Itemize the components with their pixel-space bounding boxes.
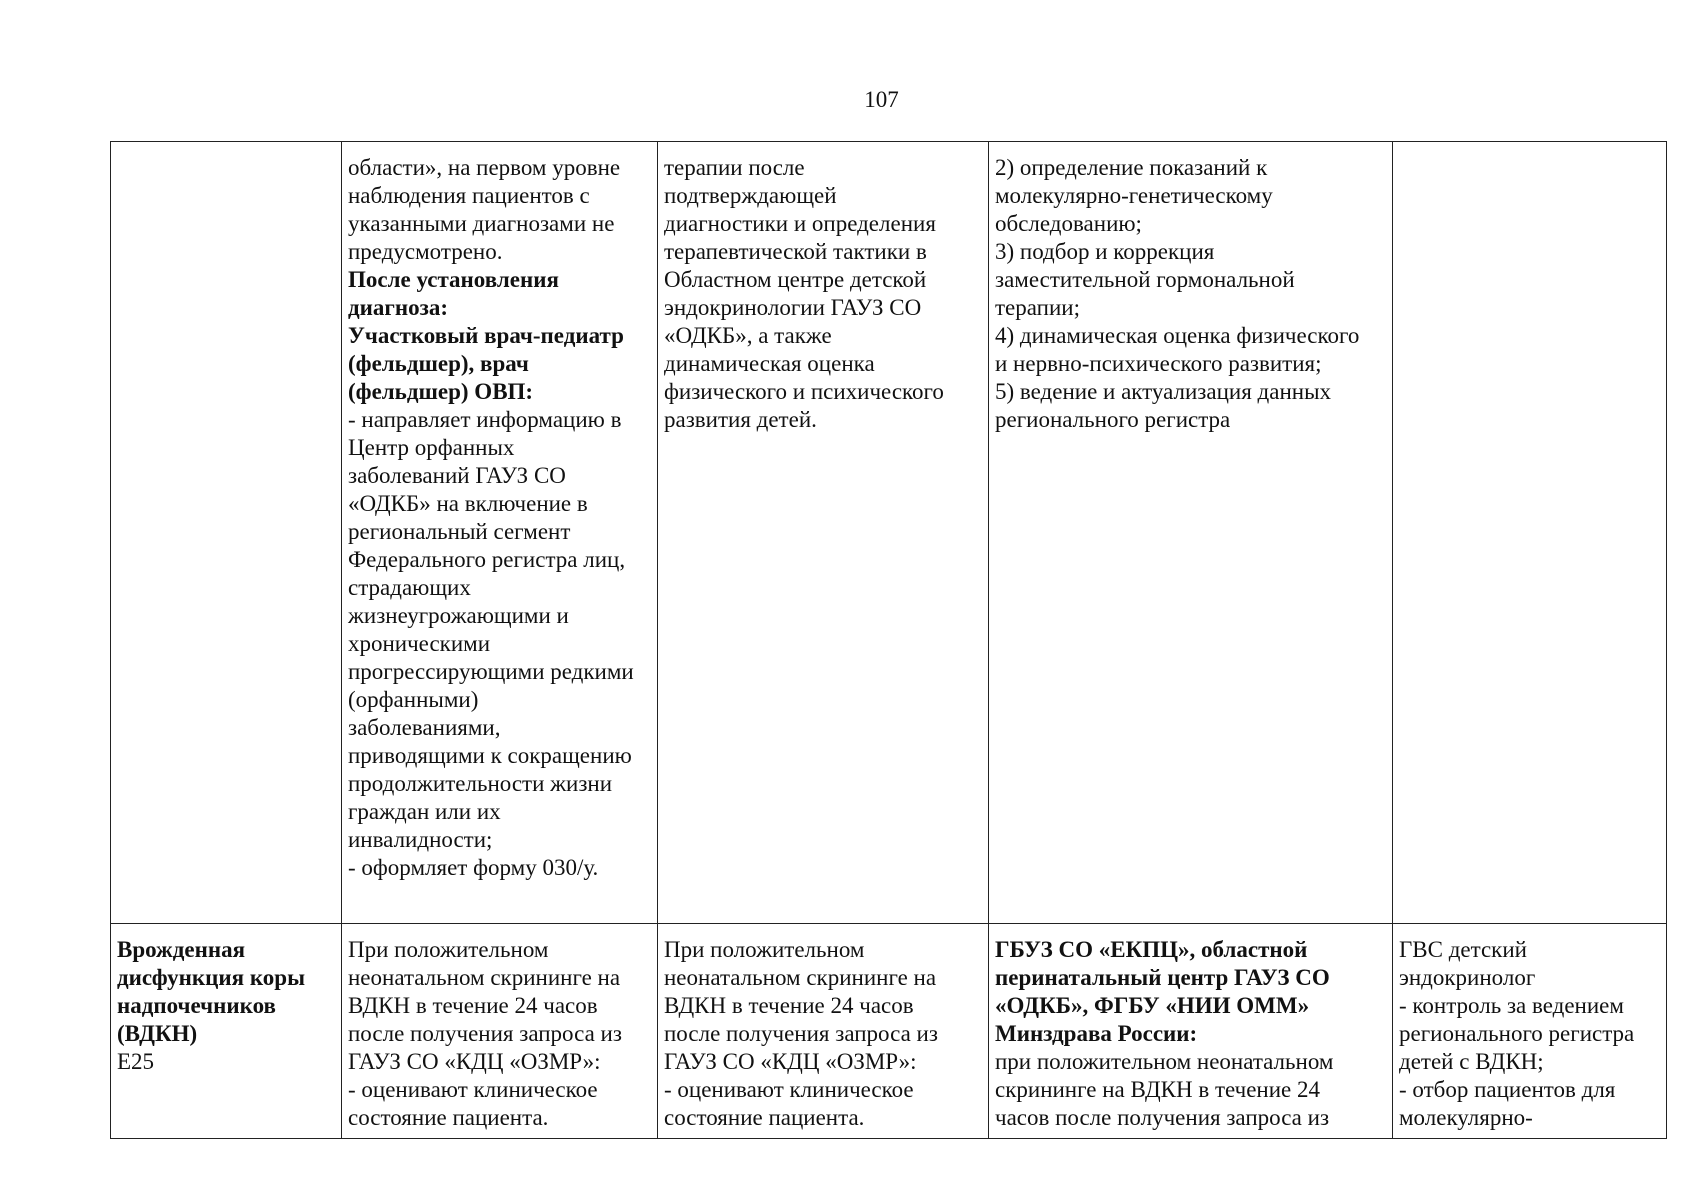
cell-text-line: «ОДКБ», а также xyxy=(664,323,832,348)
table-cell xyxy=(342,142,658,924)
cell-text-line: состояние пациента. xyxy=(348,1105,549,1130)
cell-text-line: заместительной гормональной xyxy=(995,267,1295,292)
cell-text-line: молекулярно- xyxy=(1399,1105,1533,1130)
cell-text-line: регионального регистра xyxy=(995,407,1231,432)
cell-text-line: Участковый врач-педиатр xyxy=(348,323,624,348)
page-number: 107 xyxy=(864,87,899,112)
cell-text-line: обследованию; xyxy=(995,211,1142,236)
cell-text-line: инвалидности; xyxy=(348,827,493,852)
table-cell xyxy=(658,142,989,924)
cell-text-line: - оформляет форму 030/у. xyxy=(348,855,599,880)
cell-text-line: ВДКН в течение 24 часов xyxy=(664,993,914,1018)
cell-text-line: физического и психического xyxy=(664,379,944,404)
cell-text-line: 4) динамическая оценка физического xyxy=(995,323,1360,348)
cell-text-line: E25 xyxy=(117,1049,155,1074)
cell-text-line: - оценивают клиническое xyxy=(664,1077,914,1102)
cell-text-line: после получения запроса из xyxy=(664,1021,938,1046)
cell-text-line: - направляет информацию в xyxy=(348,407,622,432)
cell-text-line: надпочечников xyxy=(117,993,276,1018)
cell-text-line: молекулярно-генетическому xyxy=(995,183,1273,208)
cell-text-line: области», на первом уровне xyxy=(348,155,621,180)
table-cell xyxy=(658,924,989,1139)
cell-text-line: неонатальном скрининге на xyxy=(664,965,937,990)
cell-text-line: Федерального регистра лиц, xyxy=(348,547,626,572)
table-cell xyxy=(111,142,342,924)
cell-text-line: Врожденная xyxy=(117,937,246,962)
cell-text-line: - отбор пациентов для xyxy=(1399,1077,1616,1102)
cell-text-line: подтверждающей xyxy=(664,183,837,208)
cell-text-line: (фельдшер), врач xyxy=(348,351,529,376)
table-row xyxy=(111,924,1667,1139)
cell-text-line: продолжительности жизни xyxy=(348,771,613,796)
cell-text-line: «ОДКБ» на включение в xyxy=(348,491,588,516)
cell-text-line: заболеваний ГАУЗ СО xyxy=(348,463,566,488)
cell-text-line: после получения запроса из xyxy=(348,1021,622,1046)
cell-text-line: ГВС детский xyxy=(1399,937,1527,962)
cell-text-line: дисфункция коры xyxy=(117,965,306,990)
cell-text-line: указанными диагнозами не xyxy=(348,211,615,236)
cell-text-line: терапевтической тактики в xyxy=(664,239,927,264)
table-cell xyxy=(989,142,1393,924)
cell-text-line: эндокринолог xyxy=(1399,965,1536,990)
cell-text-line: Областном центре детской xyxy=(664,267,927,292)
cell-text-line: 2) определение показаний к xyxy=(995,155,1268,180)
cell-text-line: диагностики и определения xyxy=(664,211,936,236)
cell-text-line: диагноза: xyxy=(348,295,448,320)
table-cell xyxy=(1393,142,1667,924)
cell-text-line: «ОДКБ», ФГБУ «НИИ ОММ» xyxy=(995,993,1310,1018)
cell-text-line: динамическая оценка xyxy=(664,351,875,376)
cell-text-line: При положительном xyxy=(348,937,549,962)
cell-text-line: 3) подбор и коррекция xyxy=(995,239,1215,264)
cell-text-line: развития детей. xyxy=(664,407,817,432)
cell-text-line: Минздрава России: xyxy=(995,1021,1198,1046)
cell-text-line: (фельдшер) ОВП: xyxy=(348,379,534,404)
cell-text-line: регионального регистра xyxy=(1399,1021,1635,1046)
cell-text-line: - оценивают клиническое xyxy=(348,1077,598,1102)
cell-text-line: граждан или их xyxy=(348,799,501,824)
cell-text-line: После установления xyxy=(348,267,559,292)
table-cell xyxy=(1393,924,1667,1139)
cell-text-line: (ВДКН) xyxy=(117,1021,198,1046)
cell-text-line: ВДКН в течение 24 часов xyxy=(348,993,598,1018)
cell-text-line: терапии после xyxy=(664,155,805,180)
cell-text-line: при положительном неонатальном xyxy=(995,1049,1334,1074)
table-cell xyxy=(989,924,1393,1139)
table-cell xyxy=(111,924,342,1139)
cell-text-line: Центр орфанных xyxy=(348,435,515,460)
cell-text-line: прогрессирующими редкими xyxy=(348,659,634,684)
cell-text-line: приводящими к сокращению xyxy=(348,743,632,768)
cell-text-line: часов после получения запроса из xyxy=(995,1105,1330,1130)
cell-text-line: скрининге на ВДКН в течение 24 xyxy=(995,1077,1320,1102)
cell-text-line: региональный сегмент xyxy=(348,519,571,544)
document-table xyxy=(110,141,1667,1139)
cell-text-line: неонатальном скрининге на xyxy=(348,965,621,990)
cell-text-line: (орфанными) xyxy=(348,687,479,712)
cell-text-line: ГАУЗ СО «КДЦ «ОЗМР»: xyxy=(664,1049,917,1074)
cell-text-line: - контроль за ведением xyxy=(1399,993,1624,1018)
cell-text-line: детей с ВДКН; xyxy=(1399,1049,1544,1074)
cell-text-line: 5) ведение и актуализация данных xyxy=(995,379,1332,404)
cell-text-line: хроническими xyxy=(348,631,491,656)
cell-text-line: ГБУЗ СО «ЕКПЦ», областной xyxy=(995,937,1308,962)
cell-text-line: жизнеугрожающими и xyxy=(348,603,569,628)
cell-text-line: эндокринологии ГАУЗ СО xyxy=(664,295,922,320)
cell-text-line: состояние пациента. xyxy=(664,1105,865,1130)
cell-text-line: заболеваниями, xyxy=(348,715,501,740)
cell-text-line: и нервно-психического развития; xyxy=(995,351,1322,376)
table-cell xyxy=(342,924,658,1139)
cell-text-line: терапии; xyxy=(995,295,1080,320)
cell-text-line: страдающих xyxy=(348,575,471,600)
cell-text-line: ГАУЗ СО «КДЦ «ОЗМР»: xyxy=(348,1049,601,1074)
table-row xyxy=(111,142,1667,924)
cell-text-line: перинатальный центр ГАУЗ СО xyxy=(995,965,1330,990)
cell-text-line: При положительном xyxy=(664,937,865,962)
cell-text-line: предусмотрено. xyxy=(348,239,503,264)
cell-text-line: наблюдения пациентов с xyxy=(348,183,590,208)
